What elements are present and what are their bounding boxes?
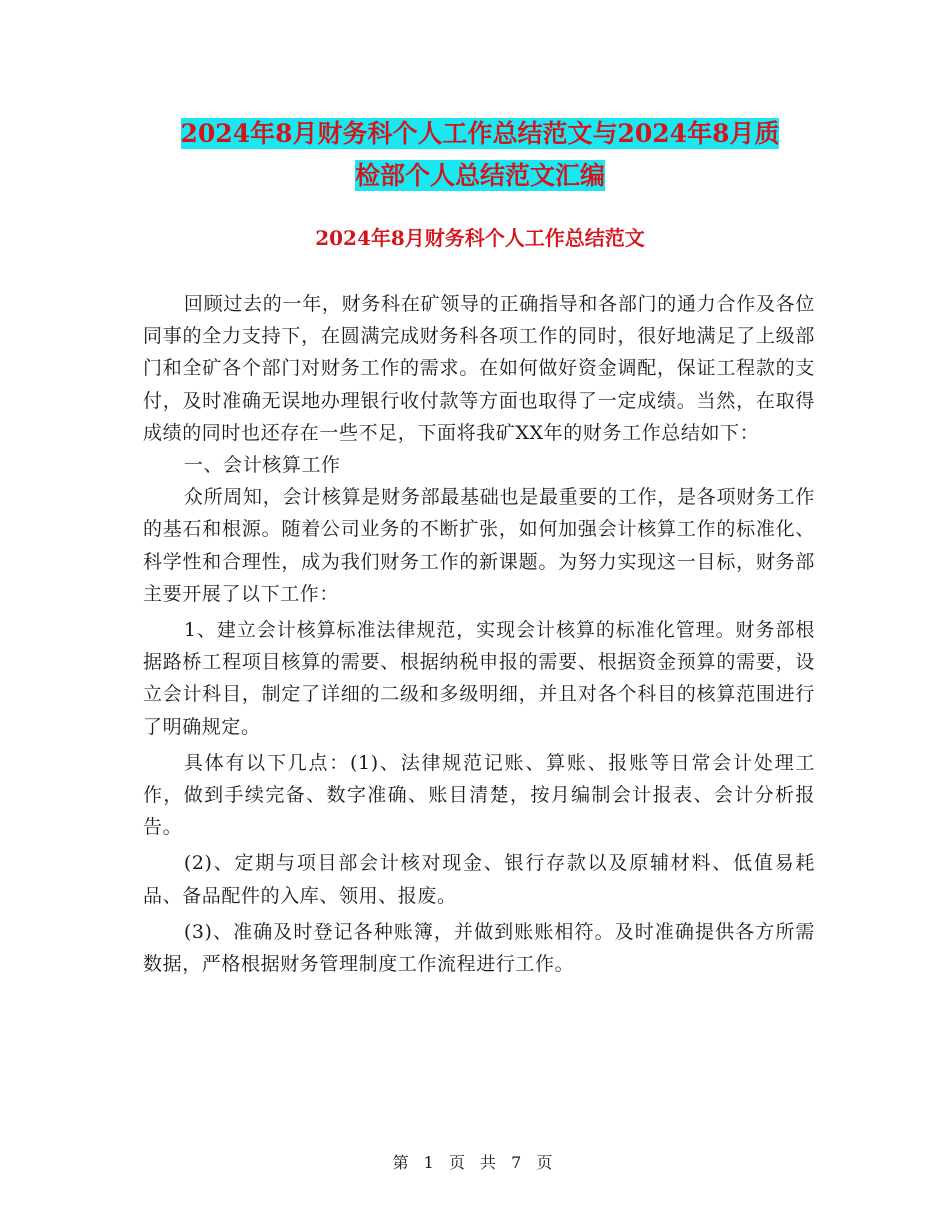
title-line-1: 2024年8月财务科个人工作总结范文与2024年8月质 [180,119,780,148]
paragraph-accounting-overview: 众所周知，会计核算是财务部最基础也是最重要的工作，是各项财务工作的基石和根源。随着公司业务的不断扩张，如何加强会计核算工作的标准化、科学性和合理性，成为我们财务工作的新课题。为努力实现这一目标，财务部主要开展了以下工作： [143,486,815,605]
paragraph-heading-accounting: 一、会计核算工作 [183,454,341,477]
page-footer: 第 1 页 共 7 页 [392,1153,558,1172]
paragraph-details: 具体有以下几点：(1)、法律规范记账、算账、报账等日常会计处理工作，做到手续完备、数字准确、账目清楚，按月编制会计报表、会计分析报告。 [143,751,815,839]
section-subtitle: 2024年8月财务科个人工作总结范文 [315,226,645,250]
paragraph-intro: 回顾过去的一年，财务科在矿领导的正确指导和各部门的通力合作及各位同事的全力支持下，在圆满完成财务科各项工作的同时，很好地满足了上级部门和全矿各个部门对财务工作的需求。在如何做好资金调配，保证工程款的支付，及时准确无误地办理银行收付款等方面也取得了一定成绩。当然，在取得成绩的同时也还存在一些不足，下面将我矿XX年的财务工作总结如下： [143,293,815,444]
paragraph-item-1: 1、建立会计核算标准法律规范，实现会计核算的标准化管理。财务部根据路桥工程项目核算的需要、根据纳税申报的需要、根据资金预算的需要，设立会计科目，制定了详细的二级和多级明细，并且对各个科目的核算范围进行了明确规定。 [143,619,815,738]
paragraph-point-2: (2)、定期与项目部会计核对现金、银行存款以及原辅材料、低值易耗品、备品配件的入库、领用、报废。 [143,852,815,907]
paragraph-point-3: (3)、准确及时登记各种账簿，并做到账账相符。及时准确提供各方所需数据，严格根据财务管理制度工作流程进行工作。 [143,920,815,976]
document-body [143,288,815,980]
document-title [140,113,820,197]
title-line-2: 检部个人总结范文汇编 [354,161,605,190]
